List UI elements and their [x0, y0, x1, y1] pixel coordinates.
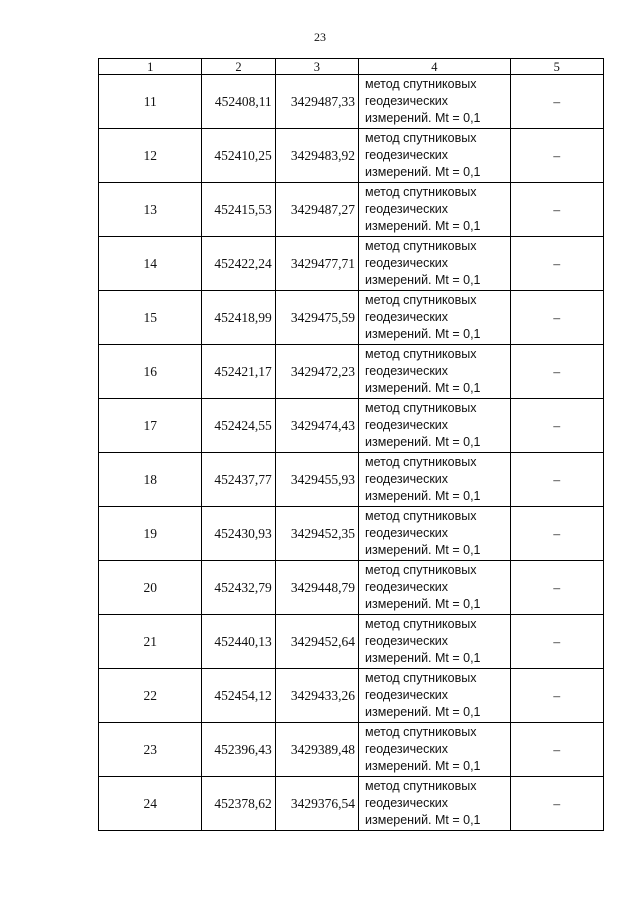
table-row	[99, 453, 604, 507]
y-coordinate-cell: 3429472,23	[275, 345, 358, 399]
table-row	[99, 291, 604, 345]
column-header-5: 5	[510, 59, 603, 75]
point-number-cell: 17	[99, 399, 202, 453]
point-number-cell: 14	[99, 237, 202, 291]
point-number-cell: 22	[99, 669, 202, 723]
method-line: метод спутниковых	[365, 77, 477, 91]
column-header-2: 2	[202, 59, 275, 75]
y-coordinate-cell: 3429452,64	[275, 615, 358, 669]
method-line: измерений. Mt = 0,1	[365, 705, 481, 719]
method-cell	[359, 561, 511, 615]
x-coordinate-cell: 452440,13	[202, 615, 275, 669]
x-coordinate-cell: 452408,11	[202, 75, 275, 129]
x-coordinate-cell: 452430,93	[202, 507, 275, 561]
point-number-cell: 16	[99, 345, 202, 399]
x-coordinate-cell: 452418,99	[202, 291, 275, 345]
x-coordinate-cell: 452432,79	[202, 561, 275, 615]
method-line: измерений. Mt = 0,1	[365, 111, 481, 125]
column-header-1: 1	[99, 59, 202, 75]
method-line: метод спутниковых	[365, 185, 477, 199]
table-row	[99, 399, 604, 453]
method-cell	[359, 399, 511, 453]
note-cell: –	[510, 183, 603, 237]
method-line: геодезических	[365, 472, 449, 486]
point-number-cell: 19	[99, 507, 202, 561]
note-cell: –	[510, 345, 603, 399]
y-coordinate-cell: 3429487,33	[275, 75, 358, 129]
x-coordinate-cell: 452410,25	[202, 129, 275, 183]
y-coordinate-cell: 3429477,71	[275, 237, 358, 291]
table-header-row	[99, 59, 604, 75]
y-coordinate-cell: 3429475,59	[275, 291, 358, 345]
method-line: измерений. Mt = 0,1	[365, 435, 481, 449]
method-line: измерений. Mt = 0,1	[365, 543, 481, 557]
y-coordinate-cell: 3429452,35	[275, 507, 358, 561]
point-number-cell: 20	[99, 561, 202, 615]
column-header-4: 4	[359, 59, 511, 75]
note-cell: –	[510, 237, 603, 291]
method-line: метод спутниковых	[365, 401, 477, 415]
method-cell	[359, 669, 511, 723]
point-number-cell: 24	[99, 777, 202, 831]
x-coordinate-cell: 452396,43	[202, 723, 275, 777]
x-coordinate-cell: 452454,12	[202, 669, 275, 723]
method-cell	[359, 237, 511, 291]
method-cell	[359, 129, 511, 183]
note-cell: –	[510, 453, 603, 507]
table-row	[99, 615, 604, 669]
method-cell	[359, 507, 511, 561]
method-line: метод спутниковых	[365, 239, 477, 253]
note-cell: –	[510, 507, 603, 561]
method-line: метод спутниковых	[365, 293, 477, 307]
note-cell: –	[510, 291, 603, 345]
y-coordinate-cell: 3429483,92	[275, 129, 358, 183]
page-number: 23	[314, 30, 326, 44]
method-line: метод спутниковых	[365, 617, 477, 631]
method-line: геодезических	[365, 688, 449, 702]
note-cell: –	[510, 669, 603, 723]
method-line: измерений. Mt = 0,1	[365, 813, 481, 827]
x-coordinate-cell: 452421,17	[202, 345, 275, 399]
note-cell: –	[510, 75, 603, 129]
point-number-cell: 18	[99, 453, 202, 507]
note-cell: –	[510, 615, 603, 669]
point-number-cell: 12	[99, 129, 202, 183]
y-coordinate-cell: 3429455,93	[275, 453, 358, 507]
method-line: измерений. Mt = 0,1	[365, 489, 481, 503]
point-number-cell: 15	[99, 291, 202, 345]
point-number-cell: 21	[99, 615, 202, 669]
method-line: метод спутниковых	[365, 347, 477, 361]
method-cell	[359, 75, 511, 129]
y-coordinate-cell: 3429474,43	[275, 399, 358, 453]
method-line: метод спутниковых	[365, 509, 477, 523]
method-cell	[359, 345, 511, 399]
method-cell	[359, 453, 511, 507]
x-coordinate-cell: 452415,53	[202, 183, 275, 237]
y-coordinate-cell: 3429433,26	[275, 669, 358, 723]
method-line: геодезических	[365, 634, 449, 648]
coordinates-table	[98, 58, 604, 831]
method-line: геодезических	[365, 310, 449, 324]
method-line: геодезических	[365, 94, 449, 108]
x-coordinate-cell: 452424,55	[202, 399, 275, 453]
method-cell	[359, 723, 511, 777]
method-line: геодезических	[365, 526, 449, 540]
method-line: измерений. Mt = 0,1	[365, 651, 481, 665]
method-line: измерений. Mt = 0,1	[365, 381, 481, 395]
method-line: геодезических	[365, 202, 449, 216]
method-line: геодезических	[365, 580, 449, 594]
method-line: геодезических	[365, 364, 449, 378]
method-cell	[359, 183, 511, 237]
table-row	[99, 723, 604, 777]
method-line: метод спутниковых	[365, 131, 477, 145]
table-row	[99, 237, 604, 291]
method-line: измерений. Mt = 0,1	[365, 219, 481, 233]
table-body	[99, 75, 604, 831]
y-coordinate-cell: 3429487,27	[275, 183, 358, 237]
y-coordinate-cell: 3429448,79	[275, 561, 358, 615]
method-line: геодезических	[365, 148, 449, 162]
method-line: геодезических	[365, 418, 449, 432]
method-line: измерений. Mt = 0,1	[365, 759, 481, 773]
method-cell	[359, 615, 511, 669]
table-row	[99, 507, 604, 561]
method-line: геодезических	[365, 796, 449, 810]
note-cell: –	[510, 561, 603, 615]
note-cell: –	[510, 129, 603, 183]
table-row	[99, 345, 604, 399]
method-line: метод спутниковых	[365, 725, 477, 739]
table-row	[99, 777, 604, 831]
y-coordinate-cell: 3429376,54	[275, 777, 358, 831]
note-cell: –	[510, 777, 603, 831]
method-line: измерений. Mt = 0,1	[365, 273, 481, 287]
x-coordinate-cell: 452437,77	[202, 453, 275, 507]
method-line: метод спутниковых	[365, 671, 477, 685]
table-row	[99, 183, 604, 237]
method-line: геодезических	[365, 742, 449, 756]
method-line: метод спутниковых	[365, 455, 477, 469]
method-line: измерений. Mt = 0,1	[365, 327, 481, 341]
column-header-3: 3	[275, 59, 358, 75]
point-number-cell: 13	[99, 183, 202, 237]
point-number-cell: 11	[99, 75, 202, 129]
note-cell: –	[510, 399, 603, 453]
method-line: геодезических	[365, 256, 449, 270]
x-coordinate-cell: 452422,24	[202, 237, 275, 291]
table-row	[99, 561, 604, 615]
table-row	[99, 669, 604, 723]
method-line: измерений. Mt = 0,1	[365, 597, 481, 611]
point-number-cell: 23	[99, 723, 202, 777]
method-cell	[359, 777, 511, 831]
table-row	[99, 75, 604, 129]
method-line: измерений. Mt = 0,1	[365, 165, 481, 179]
method-cell	[359, 291, 511, 345]
note-cell: –	[510, 723, 603, 777]
table-row	[99, 129, 604, 183]
y-coordinate-cell: 3429389,48	[275, 723, 358, 777]
method-line: метод спутниковых	[365, 779, 477, 793]
method-line: метод спутниковых	[365, 563, 477, 577]
x-coordinate-cell: 452378,62	[202, 777, 275, 831]
